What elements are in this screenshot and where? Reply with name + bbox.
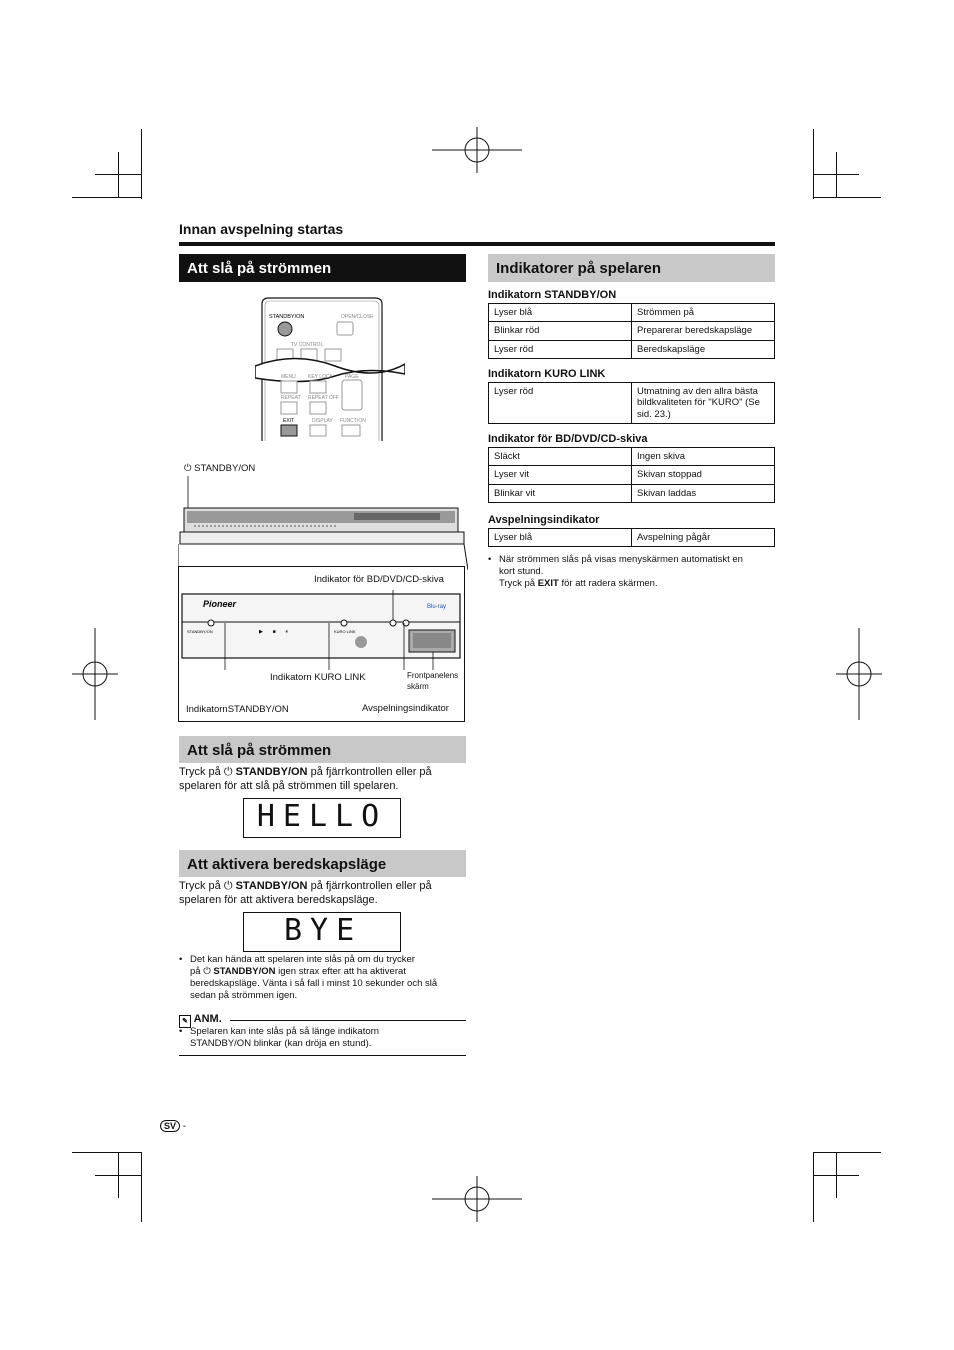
table-kuro — [488, 382, 775, 424]
language-badge: SV — [160, 1120, 180, 1132]
bluray-logo: Blu-ray — [427, 604, 447, 610]
power-icon: ⏻ — [203, 966, 211, 977]
svg-text:EXIT: EXIT — [283, 418, 295, 424]
power-icon: ⏻ — [223, 766, 233, 778]
table-standby — [488, 303, 775, 359]
table-row: Lyser röd Utmatning av den allra bästa bildkvaliteten för "KURO" (Se sid. 23.) — [489, 383, 775, 424]
table-playback — [488, 528, 775, 547]
svg-text:FUNCTION: FUNCTION — [340, 418, 366, 424]
svg-text:REPEAT OFF: REPEAT OFF — [308, 395, 339, 401]
front-panel-drawing — [179, 590, 465, 670]
pioneer-logo: Pioneer — [203, 599, 237, 609]
remote-control-illustration — [255, 296, 405, 441]
registration-mark-bottom — [430, 1176, 524, 1222]
note-bottom-rule — [179, 1055, 466, 1056]
note-title: ✎ ANM. — [179, 1013, 222, 1028]
standby-callout: ⏻ STANDBY/ON — [184, 463, 256, 474]
note-icon: ✎ — [179, 1015, 191, 1028]
table-row: Blinkar röd Preparerar beredskapsläge — [489, 322, 775, 340]
table-row: Lyser röd Beredskapsläge — [489, 340, 775, 358]
svg-text:STANDBY/ON: STANDBY/ON — [269, 314, 305, 320]
table-disc — [488, 447, 775, 503]
section-rule — [179, 242, 775, 246]
svg-text:REPEAT: REPEAT — [281, 395, 301, 401]
registration-mark-top — [430, 127, 524, 173]
standby-instructions: Tryck på ⏻ STANDBY/ON på fjärrkontrollen eller på spelaren för att aktivera beredskapsläge. — [179, 880, 432, 906]
standby-note-bullet: • Det kan hända att spelaren inte slås på om du trycker på ⏻ STANDBY/ON igen strax efter att ha aktiverat beredskapsläge. Vänta i så fall i minst 10 sekunder och slå sedan på strömmen igen. — [179, 954, 438, 1001]
table-row: Lyser blå Avspelning pågår — [489, 529, 775, 547]
lcd-hello-display: HELLO — [243, 798, 401, 838]
svg-text:TV CONTROL: TV CONTROL — [291, 342, 324, 348]
section-label: Innan avspelning startas — [179, 221, 344, 237]
svg-text:MENU: MENU — [281, 374, 296, 380]
subheading-kuro: Indikatorn KURO LINK — [488, 368, 606, 380]
registration-mark-right — [836, 628, 882, 720]
subheading-disc: Indikator för BD/DVD/CD-skiva — [488, 433, 648, 445]
power-on-instructions: Tryck på ⏻ STANDBY/ON på fjärrkontrollen eller på spelaren för att slå på strömmen till spelaren. — [179, 766, 432, 792]
subheading-standby: Indikatorn STANDBY/ON — [488, 289, 617, 301]
svg-text:PAGE: PAGE — [345, 374, 359, 380]
indicator-note-bullet: • När strömmen slås på visas menyskärmen automatiskt en kort stund. Tryck på EXIT för att radera skärmen. — [488, 554, 743, 589]
callout-playback-indicator: Avspelningsindikator — [362, 703, 449, 714]
power-icon: ⏻ — [184, 463, 192, 474]
svg-text:KEY LOCK: KEY LOCK — [308, 374, 333, 380]
callout-front-display: Frontpanelens skärm — [407, 671, 459, 691]
registration-mark-left — [72, 628, 118, 720]
svg-text:DISPLAY: DISPLAY — [312, 418, 333, 424]
heading-indicators: Indikatorer på spelaren — [488, 254, 775, 282]
heading-power-on-2: Att slå på strömmen — [179, 736, 466, 763]
lcd-bye-display: BYE — [243, 912, 401, 952]
table-row: Blinkar vit Skivan laddas — [489, 484, 775, 502]
table-row: Lyser blå Strömmen på — [489, 304, 775, 322]
table-row: Lyser vit Skivan stoppad — [489, 466, 775, 484]
callout-kuro-link: Indikatorn KURO LINK — [270, 672, 366, 683]
subheading-playback: Avspelningsindikator — [488, 514, 600, 526]
heading-power-on: Att slå på strömmen — [179, 254, 466, 282]
svg-text:OPEN/CLOSE: OPEN/CLOSE — [341, 314, 374, 320]
player-front-illustration — [178, 474, 468, 570]
note-bullet: • Spelaren kan inte slås på så länge indikatorn STANDBY/ON blinkar (kan dröja en stund). — [179, 1026, 380, 1049]
callout-standby-indicator: IndikatornSTANDBY/ON — [186, 704, 289, 715]
svg-text:STANDBY/ON: STANDBY/ON — [187, 629, 213, 634]
heading-standby-mode: Att aktivera beredskapsläge — [179, 850, 466, 877]
svg-text:▶ ■ ⏸: ▶ ■ ⏸ — [259, 629, 288, 635]
table-row: Släckt Ingen skiva — [489, 448, 775, 466]
note-rule — [230, 1020, 466, 1021]
svg-text:KURO LINK: KURO LINK — [334, 629, 356, 634]
power-icon: ⏻ — [223, 880, 233, 892]
callout-bd-indicator: Indikator för BD/DVD/CD-skiva — [314, 574, 444, 585]
page-number: SV - — [160, 1120, 186, 1132]
